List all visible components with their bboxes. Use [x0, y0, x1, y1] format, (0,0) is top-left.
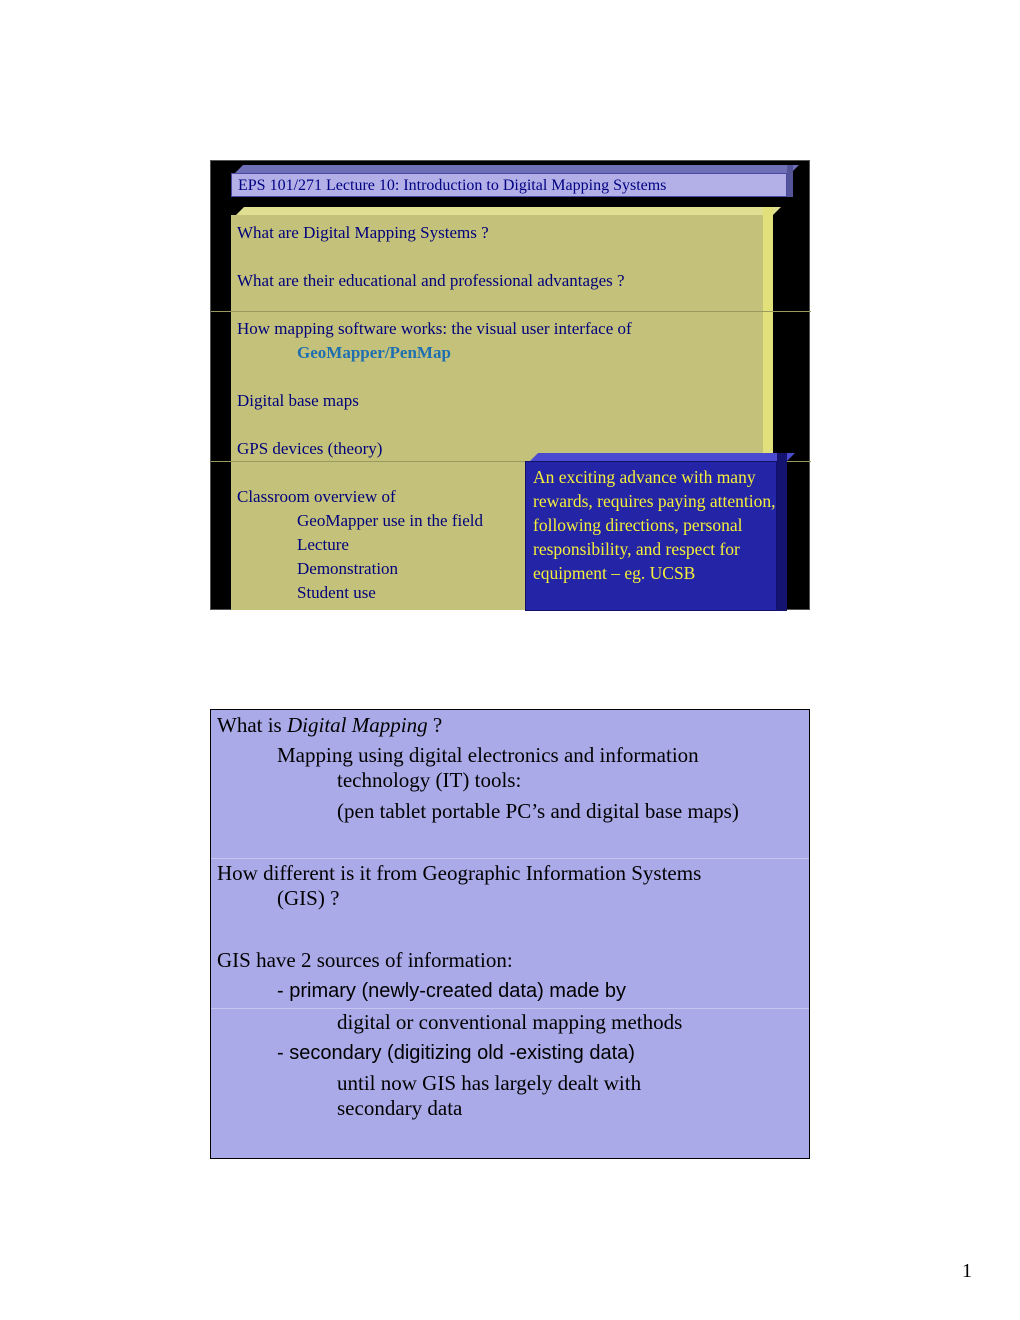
slide-1-callout-box: [525, 451, 787, 611]
slide-1-subitem: GeoMapper use in the field: [297, 511, 483, 530]
slide-1-divider: [211, 311, 811, 312]
slide-2-line: technology (IT) tools:: [337, 768, 522, 792]
slide-2-line: (pen tablet portable PC’s and digital base maps): [337, 799, 739, 823]
slide-1-software-name: GeoMapper/PenMap: [297, 343, 451, 362]
slide-2-line: - primary (newly-created data) made by: [277, 980, 627, 1002]
slide-2-line: (GIS) ?: [277, 886, 340, 910]
slide-2: [210, 709, 810, 1159]
slide-2-line: until now GIS has largely dealt with: [337, 1071, 642, 1095]
slide-1-title: EPS 101/271 Lecture 10: Introduction to Digital Mapping Systems: [231, 173, 787, 197]
slide-2-line: How different is it from Geographic Information Systems: [217, 861, 702, 885]
slide-2-line: Mapping using digital electronics and information: [277, 743, 699, 767]
slide-1-callout-text: An exciting advance with many rewards, requires paying attention, following directions, personal responsibility, and respect for equipment – eg. UCSB: [533, 467, 776, 583]
slide-1-subitem: Lecture: [297, 535, 349, 554]
heading-suffix: ?: [427, 713, 443, 737]
slide-1-item: Digital base maps: [237, 391, 359, 410]
slide-1-item: How mapping software works: the visual user interface of: [237, 319, 632, 338]
heading-emphasis: Digital Mapping: [286, 713, 428, 737]
slide-1-subitem: Demonstration: [297, 559, 399, 578]
slide-1: [210, 160, 810, 610]
slide-2-divider: [211, 858, 809, 859]
heading-prefix: What is: [217, 713, 287, 737]
slide-1-item: What are their educational and professional advantages ?: [237, 271, 625, 290]
slide-1-subitem: Student use: [297, 583, 376, 602]
page-number: 1: [962, 1260, 972, 1282]
slide-2-line: secondary data: [337, 1096, 463, 1120]
slide-2-heading: [217, 713, 442, 738]
slide-2-line: digital or conventional mapping methods: [337, 1010, 683, 1034]
slide-2-line: - secondary (digitizing old -existing data): [277, 1042, 635, 1064]
slide-1-item: Classroom overview of: [237, 487, 396, 506]
slide-1-title-box: [231, 161, 791, 199]
slide-1-item: GPS devices (theory): [237, 439, 383, 458]
slide-2-divider: [211, 1008, 809, 1009]
slide-2-line: GIS have 2 sources of information:: [217, 948, 513, 972]
slide-1-item: What are Digital Mapping Systems ?: [237, 223, 489, 242]
